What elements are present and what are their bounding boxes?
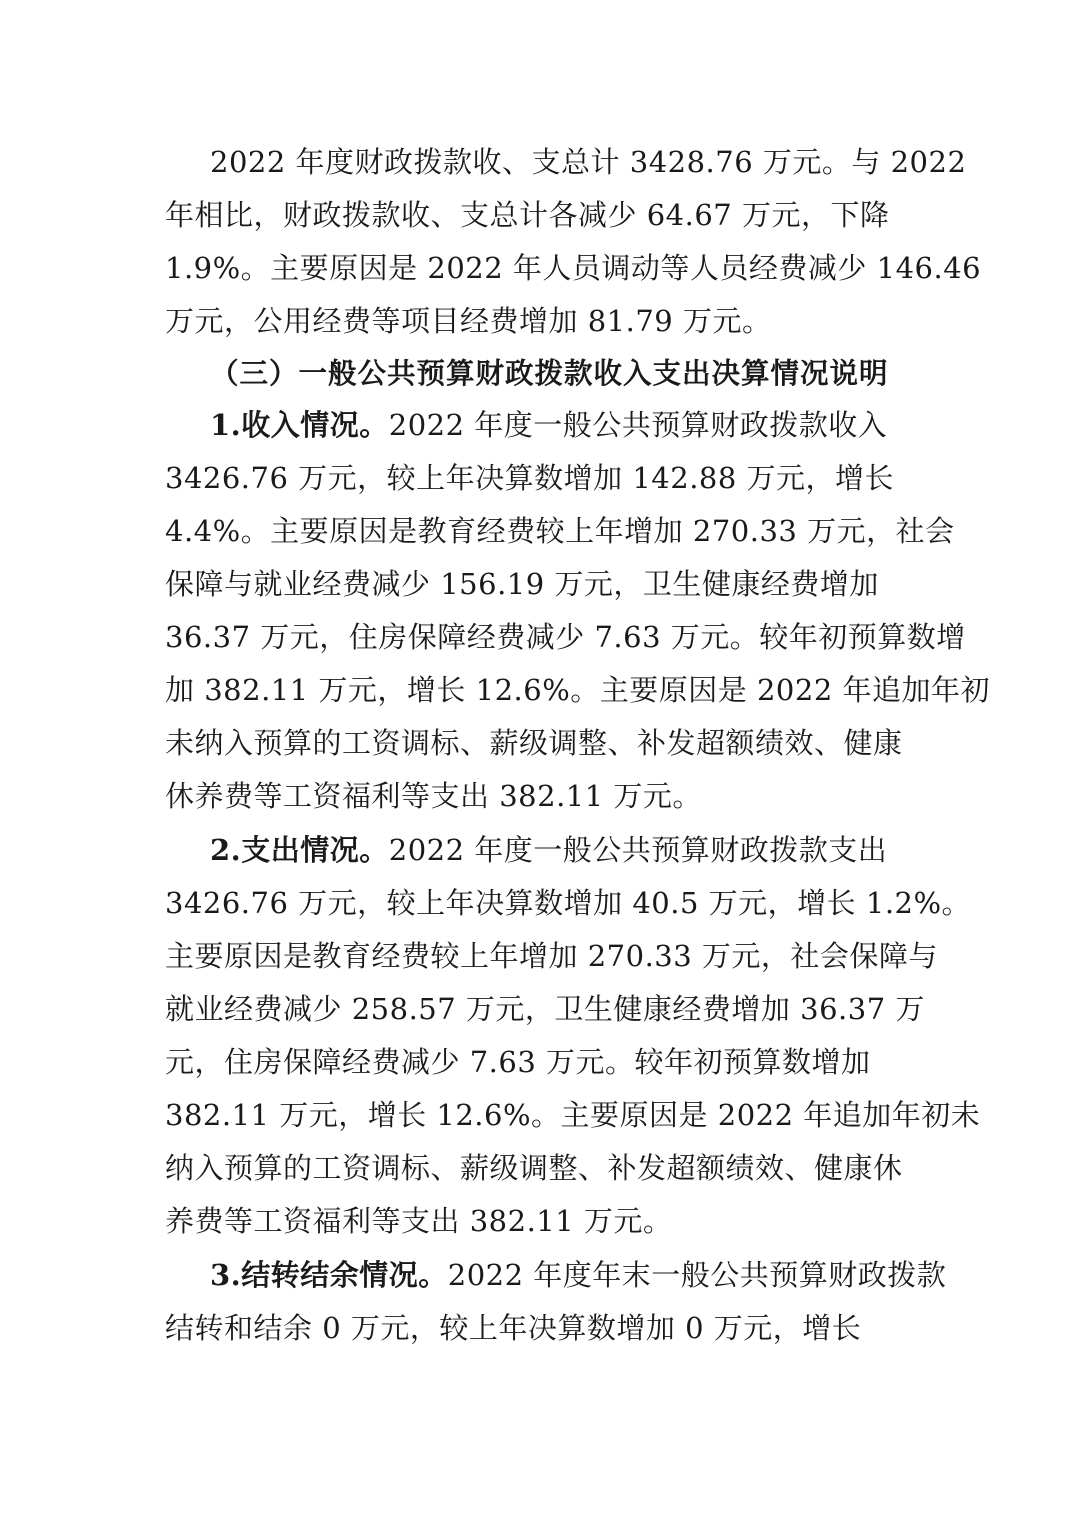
paragraph-line: 3426.76 万元，较上年决算数增加 142.88 万元，增长 xyxy=(165,461,895,495)
carryover-lead: 3.结转结余情况。 xyxy=(210,1258,448,1292)
expenditure-first-line-text: 2022 年度一般公共预算财政拨款支出 xyxy=(388,833,888,867)
paragraph-line: 1.9%。主要原因是 2022 年人员调动等人员经费减少 146.46 xyxy=(165,251,982,285)
income-lead: 1.收入情况。 xyxy=(210,408,389,442)
paragraph-line: 加 382.11 万元，增长 12.6%。主要原因是 2022 年追加年初 xyxy=(165,673,990,707)
paragraph-line: 主要原因是教育经费较上年增加 270.33 万元，社会保障与 xyxy=(165,939,938,973)
paragraph-line: 36.37 万元，住房保障经费减少 7.63 万元。较年初预算数增 xyxy=(165,620,966,654)
paragraph-line: 保障与就业经费减少 156.19 万元，卫生健康经费增加 xyxy=(165,567,879,601)
paragraph-line: 休养费等工资福利等支出 382.11 万元。 xyxy=(165,779,702,813)
paragraph-line: 2022 年度财政拨款收、支总计 3428.76 万元。与 2022 xyxy=(210,145,967,179)
paragraph-line: 382.11 万元，增长 12.6%。主要原因是 2022 年追加年初未 xyxy=(165,1098,981,1132)
carryover-first-line xyxy=(210,1255,947,1295)
paragraph-line: 就业经费减少 258.57 万元，卫生健康经费增加 36.37 万 xyxy=(165,992,925,1026)
paragraph-line: 未纳入预算的工资调标、薪级调整、补发超额绩效、健康 xyxy=(165,726,903,760)
section-heading: （三）一般公共预算财政拨款收入支出决算情况说明 xyxy=(210,356,889,390)
paragraph-line: 万元，公用经费等项目经费增加 81.79 万元。 xyxy=(165,304,772,338)
carryover-first-line-text: 2022 年度年末一般公共预算财政拨款 xyxy=(447,1258,947,1292)
expenditure-first-line xyxy=(210,830,925,870)
paragraph-line: 结转和结余 0 万元，较上年决算数增加 0 万元，增长 xyxy=(165,1311,862,1345)
paragraph-line: 元，住房保障经费减少 7.63 万元。较年初预算数增加 xyxy=(165,1045,871,1079)
paragraph-line: 4.4%。主要原因是教育经费较上年增加 270.33 万元，社会 xyxy=(165,514,955,548)
expenditure-lead: 2.支出情况。 xyxy=(210,833,389,867)
paragraph-line: 3426.76 万元，较上年决算数增加 40.5 万元，增长 1.2%。 xyxy=(165,886,972,920)
paragraph-line: 纳入预算的工资调标、薪级调整、补发超额绩效、健康休 xyxy=(165,1151,903,1185)
paragraph-line: 年相比，财政拨款收、支总计各减少 64.67 万元，下降 xyxy=(165,198,890,232)
income-first-line-text: 2022 年度一般公共预算财政拨款收入 xyxy=(388,408,888,442)
paragraph-line: 养费等工资福利等支出 382.11 万元。 xyxy=(165,1204,673,1238)
income-first-line xyxy=(210,405,925,445)
